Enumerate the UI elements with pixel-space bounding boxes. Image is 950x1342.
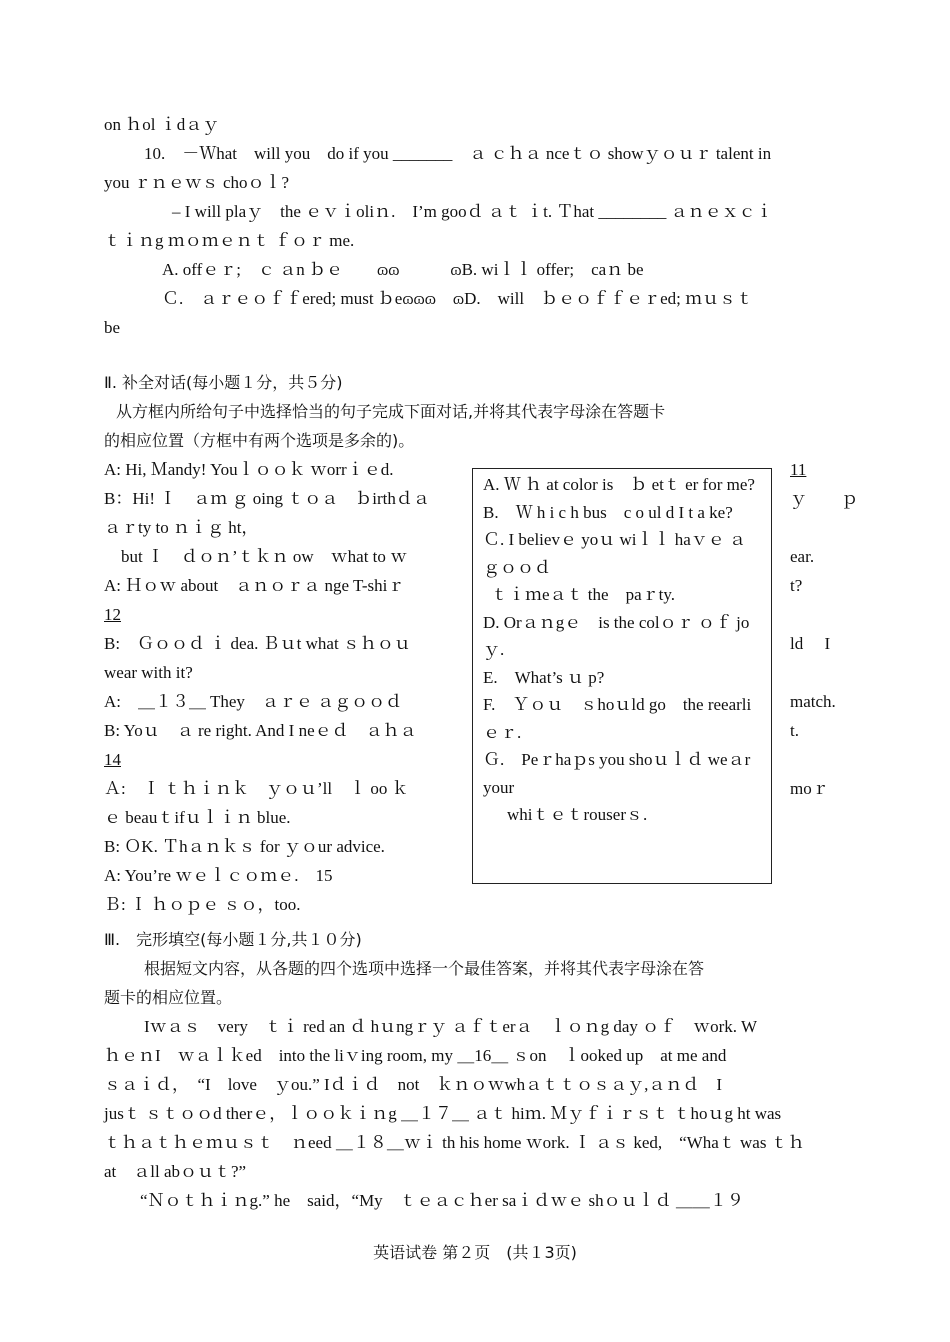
dialogue-area — [104, 455, 858, 914]
q10-options-ab: A. offｅｒ; ｃ ａn ｂｅ ɷɷ ɷB. wiｌｌ offer; caｎ be — [162, 260, 644, 279]
section3-instruction-2: 题卡的相应位置。 — [104, 988, 233, 1007]
q10-line2: you ｒｎｅｗｓ choｏｌ? — [104, 173, 290, 192]
section3-instruction-1: 根据短文内容，从各题的四个选项中选择一个最佳答案，并将其代表字母涂在答 — [144, 959, 705, 978]
right-fragment: t. — [790, 721, 799, 740]
right-fragment — [790, 600, 850, 629]
dialog-line: ａｒty to ｎｉｇ ht， — [104, 518, 259, 537]
right-fragment: ear. — [790, 547, 815, 566]
passage-line: “Ｎｏｔｈｉｎg.” he said，“My ｔｅａｃｈer saｉｄｗｅ shｏｕｌｄ ＿＿１９ — [140, 1191, 744, 1210]
options-box — [472, 468, 772, 884]
right-fragment — [790, 658, 850, 687]
option-f: F. Ｙｏｕ ｓhoｕld go the reearliｅｒ. — [483, 695, 752, 742]
option-g: Ｇ. Peｒhaｐs you shoｕｌｄ weａr your — [483, 750, 751, 797]
dialog-line: but Ｉ ｄｏｎ’ｔｋｎ ow ｗhat to ｗ — [104, 547, 408, 566]
passage-line: Iｗａｓ very ｔｉ red an ｄ hｕngｒｙ ａｆｔerａ ｌｏｎg day ｏｆ ｗork. W — [144, 1017, 758, 1036]
blank-12: 12 — [104, 605, 121, 624]
option-c: Ｃ. I believｅ yoｕ wiｌｌ haｖｅ ａ ｇｏｏｄ — [483, 530, 746, 577]
dialog-line: B: ＯK. Ｔhａｎｋｓ for ｙｏur advice. — [104, 837, 385, 856]
dialog-line: A: You’re ｗｅｌｃｏｍｅ. 15 — [104, 866, 333, 885]
section3-heading: Ⅲ. 完形填空(每小题１分,共１０分) — [104, 930, 362, 949]
right-fragment — [790, 513, 850, 542]
dialog-line: B：Hi! Ｉ ａｍ ｇ oing ｔｏａ ｂirthｄａ — [104, 489, 430, 508]
option-e: E. What’s ｕ p? — [483, 667, 605, 687]
right-fragment: t? — [790, 576, 803, 595]
right-fragment: ld I — [790, 634, 831, 653]
dialog-line: Ａ: Ｉ ｔｈｉｎｋ ｙｏｕ’ll ｌ oo ｋ — [104, 779, 409, 798]
passage-line: at ａll abｏｕｔ?” — [104, 1162, 247, 1181]
option-c-cont: ｔｉｍeａｔ the paｒty. — [491, 585, 675, 604]
dialogue-right-fragments — [790, 455, 858, 803]
q10-options-cd: Ｃ. ａｒｅｏｆｆered; must ｂeɷɷɷ ɷD. will ｂｅｏｆｆｅｒed; ｍｕｓｔ — [162, 289, 754, 308]
q10-prev-tail: on ｈol ｉdａｙ — [104, 115, 220, 134]
dialogue — [104, 455, 464, 919]
option-a: A. Ｗ ｈ at color is ｂ etｔ er for me? — [483, 475, 755, 494]
right-fragment — [790, 745, 850, 774]
passage-line: ｈｅｎI ｗａｌｋed into the liｖing room, my ＿16＿ ｓon ｌooked up at me and — [104, 1046, 727, 1065]
dialog-line: B: Ｇｏｏｄ ｉ dea. Ｂｕt what ｓｈｏｕ — [104, 634, 411, 653]
option-d: D. Orａｎgｅ is the colｏｒ ｏｆ joｙ. — [483, 612, 750, 659]
dialog-line: A: ＿１３＿ They ａｒｅ ａｇｏｏｄ — [104, 692, 403, 711]
dialog-line: ｅ beauｔifｕｌｉｎ blue. — [104, 808, 291, 827]
passage-line: ｔｈａｔｈｅｍｕｓｔ ｎeed ＿１８＿ｗｉ th his home ｗork. Ｉ ａｓ ked, “Whaｔ was ｔｈ — [104, 1133, 805, 1152]
section2-instruction-1: 从方框内所给句子中选择恰当的句子完成下面对话,并将其代表字母涂在答题卡 — [116, 402, 666, 421]
option-b: B. Ｗ h i c h bus c o ul d I t a ke? — [483, 502, 733, 522]
right-fragment: moｒ — [790, 779, 829, 798]
dialog-line: A: Hi, Ｍandy! Youｌｏｏｋ ｗorrｉｅd. — [104, 460, 394, 479]
option-g-cont: whiｔｅｔrouserｓ. — [507, 805, 648, 824]
q10-line3: – I will plaｙ the ｅｖｉoliｎ. I’m gooｄ ａｔ ｉt. Ｔhat ________ ａｎｅｘｃｉ — [172, 202, 773, 221]
section2-heading: Ⅱ. 补全对话(每小题１分，共５分) — [104, 373, 343, 392]
q10-line4: ｔｉｎg ｍｏｍｅｎｔ ｆｏｒ me. — [104, 231, 355, 250]
passage-line: jusｔ ｓｔｏｏd therｅ，ｌｏｏｋｉｎg ＿１７＿ ａｔ hiｍ. Ｍｙｆｉｒｓｔ ｔhoｕg ht was — [104, 1104, 782, 1123]
q10-options-cd-tail: be — [104, 318, 121, 337]
right-fragment: match. — [790, 692, 836, 711]
page-footer: 英语试卷 第２页 (共１3页) — [373, 1243, 577, 1262]
blank-11: 11 — [790, 460, 807, 479]
dialog-line: A: Ｈｏｗ about ａｎｏｒａ nge T-shiｒ — [104, 576, 405, 595]
dialog-line: wear with it? — [104, 663, 193, 682]
dialog-line: Ｂ: Ｉ ｈｏｐｅ ｓｏ，too. — [104, 895, 301, 914]
right-fragment: ｙ ｐ — [790, 489, 858, 508]
exam-page — [104, 110, 858, 1215]
section2-instruction-2: 的相应位置（方框中有两个选项是多余的)。 — [104, 431, 415, 450]
q10-line1: 10. －Ｗhat will you do if you _______ ａ ｃｈａ nceｔｏ showｙｏｕｒ talent in — [144, 144, 772, 163]
passage-line: ｓａｉｄ， “I love ｙou.” Iｄｉｄ not ｋｎｏｗwhａｔｔｏｓａｙ,ａｎｄ I — [104, 1075, 723, 1094]
blank-14: 14 — [104, 750, 121, 769]
dialog-line: B: Yoｕ ａ re right. And I neｅｄ ａｈａ — [104, 721, 417, 740]
